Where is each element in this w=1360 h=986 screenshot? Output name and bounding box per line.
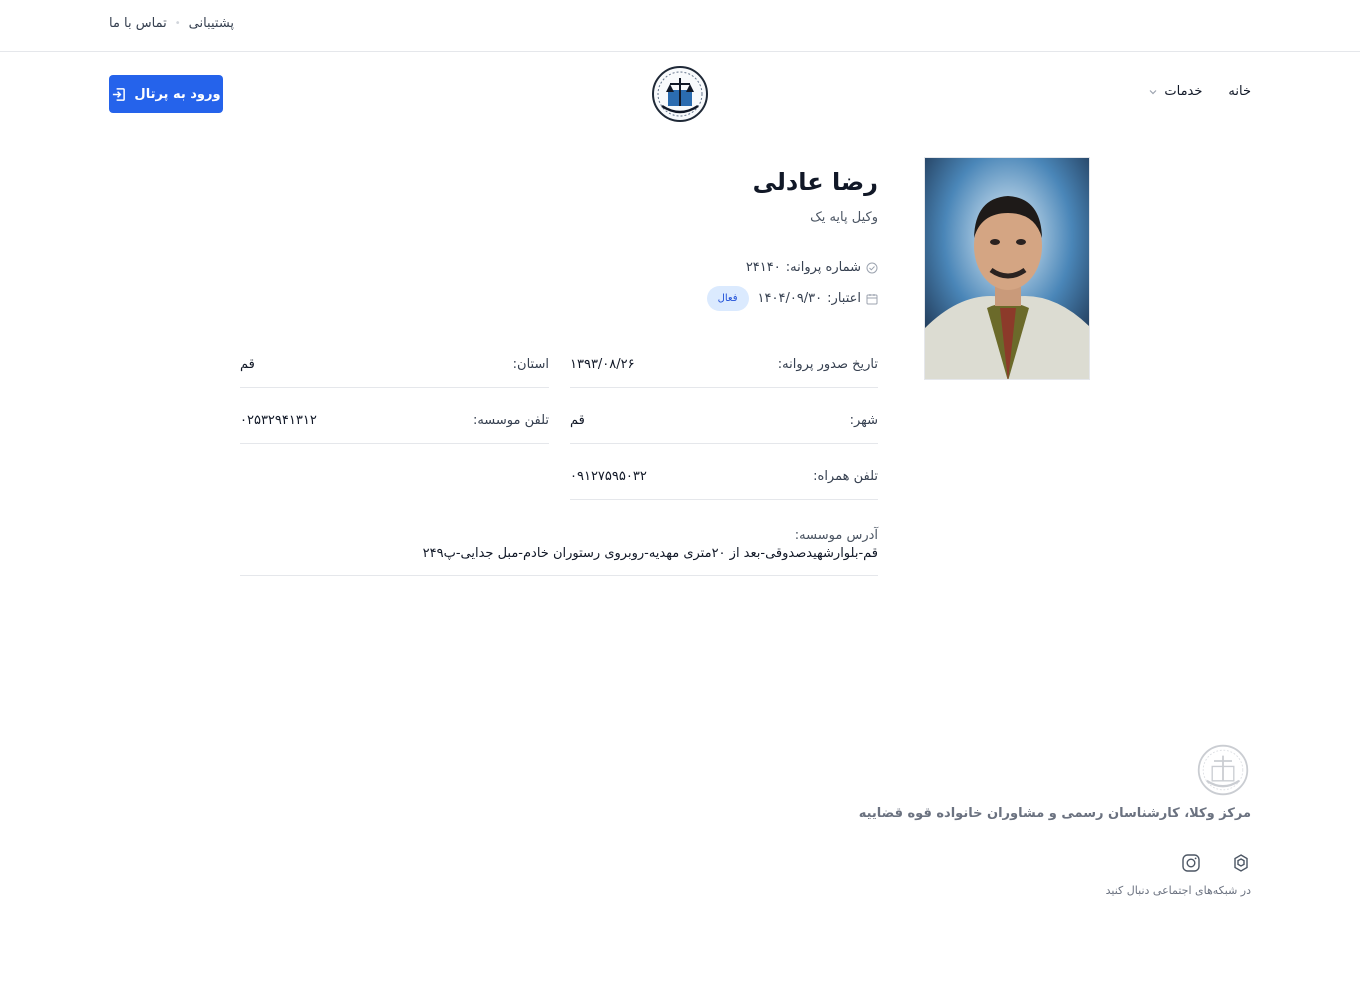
validity-date: ۱۴۰۴/۰۹/۳۰	[757, 291, 823, 306]
license-row	[746, 260, 878, 275]
contact-us-link[interactable]: تماس با ما	[109, 16, 167, 31]
issue-date-value: ۱۳۹۳/۰۸/۲۶	[570, 357, 635, 372]
portal-login-label: ورود به پرتال	[134, 86, 221, 102]
footer-follow-text: در شبکه‌های اجتماعی دنبال کنید	[1105, 884, 1251, 897]
city-label: شهر:	[849, 413, 878, 428]
top-links	[109, 16, 234, 31]
office-phone-value[interactable]: ۰۲۵۳۲۹۴۱۳۱۲	[240, 413, 317, 428]
nav-home[interactable]: خانه	[1228, 84, 1251, 99]
lawyer-photo	[924, 157, 1090, 380]
city-field	[570, 400, 878, 444]
address-label: آدرس موسسه:	[794, 528, 878, 543]
support-link[interactable]: پشتیبانی	[188, 16, 235, 31]
mobile-field	[570, 456, 878, 500]
check-circle-icon	[866, 262, 878, 274]
lawyer-title: وکیل پایه یک	[810, 210, 878, 225]
chevron-down-icon	[1148, 87, 1158, 97]
footer-org-name: مرکز وکلا، کارشناسان رسمی و مشاوران خانواده قوه قضاییه	[858, 806, 1251, 821]
validity-label: اعتبار:	[827, 291, 861, 306]
lawyer-name: رضا عادلی	[752, 168, 878, 196]
instagram-icon[interactable]	[1181, 853, 1201, 873]
address-field	[240, 528, 878, 576]
office-phone-label: تلفن موسسه:	[472, 413, 549, 428]
mobile-value[interactable]: ۰۹۱۲۷۵۹۵۰۳۲	[570, 469, 647, 484]
city-value: قم	[570, 413, 585, 428]
main-nav	[1148, 84, 1251, 99]
issue-date-label: تاریخ صدور پروانه:	[777, 357, 878, 372]
status-badge: فعال	[707, 286, 749, 311]
province-field	[240, 344, 549, 388]
top-links-separator: •	[174, 18, 181, 29]
nav-services-dropdown[interactable]	[1148, 84, 1202, 99]
portrait-image	[925, 158, 1090, 380]
mobile-label: تلفن همراه:	[813, 469, 878, 484]
rubika-icon[interactable]	[1231, 853, 1251, 873]
validity-row	[707, 286, 878, 311]
judiciary-logo[interactable]	[650, 64, 710, 124]
portal-login-button[interactable]	[109, 75, 223, 113]
issue-date-field	[570, 344, 878, 388]
province-value: قم	[240, 357, 255, 372]
office-phone-field	[240, 400, 549, 444]
login-icon	[111, 87, 126, 102]
license-number: ۲۴۱۴۰	[745, 260, 781, 275]
address-value: قم-بلوارشهیدصدوقی-بعد از ۲۰متری مهدیه-روبروی رستوران خادم-مبل جدایی-پ۲۴۹	[422, 546, 878, 561]
social-links	[1181, 853, 1251, 873]
calendar-icon	[866, 293, 878, 305]
top-bar	[0, 0, 1360, 52]
province-label: استان:	[512, 357, 549, 372]
license-label: شماره پروانه:	[785, 260, 861, 275]
nav-services-label: خدمات	[1164, 84, 1203, 99]
footer-logo	[1196, 743, 1250, 797]
